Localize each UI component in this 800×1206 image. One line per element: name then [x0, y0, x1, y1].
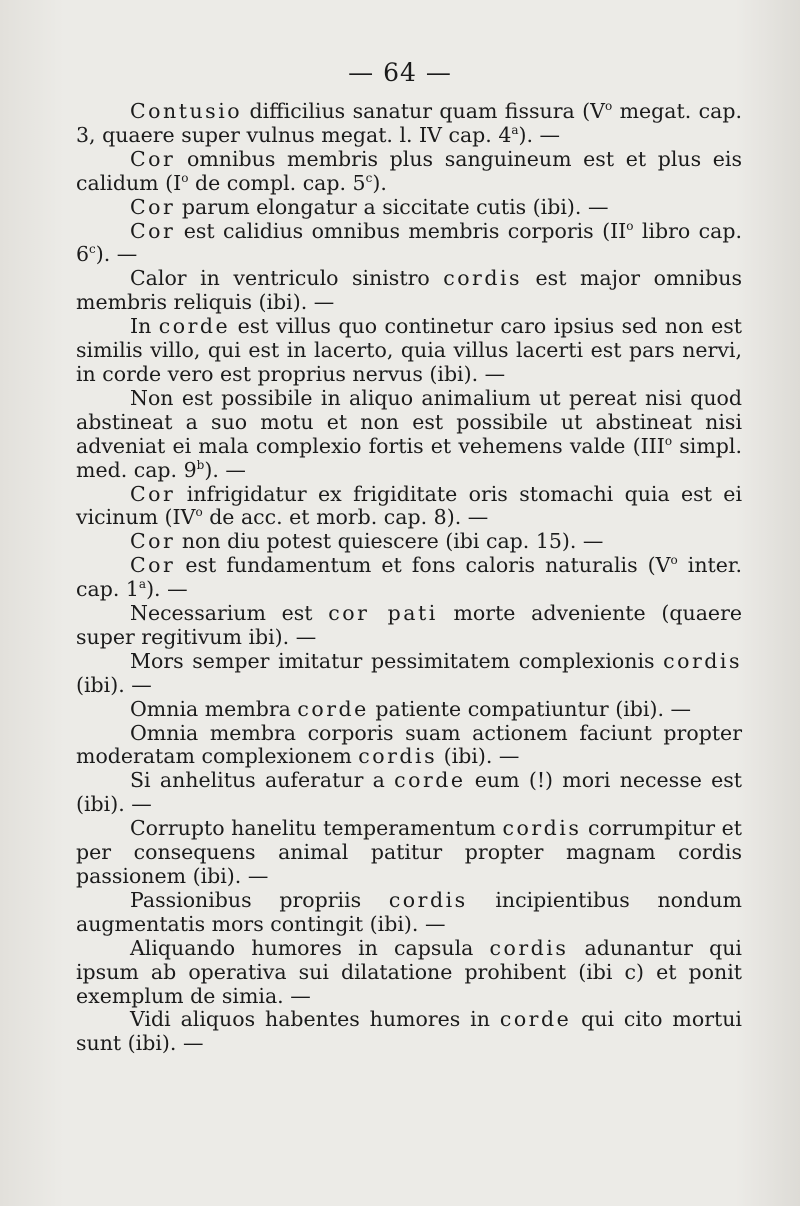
paragraph: In corde est villus quo continetur caro ipsius sed non est similis villo, qui est in lacerto, quia villus lacerti est pars nervi, in corde vero est proprius nervus (ibi). — [76, 314, 742, 386]
paragraph: Non est possibile in aliquo animalium ut pereat nisi quod abstineat a suo motu et non est possibile ut abstineat nisi adveniat ei mala complexio fortis et vehemens valde (III$^o$ simpl. med. cap. 9$^b$). — [76, 385, 742, 482]
paragraph: Cor parum elongatur a siccitate cutis (ibi). — [130, 194, 609, 219]
paragraph: Contusio difficilius sanatur quam fissura ($V^o$ megat. cap. 3, quaere super vulnus megat. l. IV cap. 4$^a$). — [76, 99, 742, 147]
paragraph: Vidi aliquos habentes humores in corde qui cito mortui sunt (ibi). — [76, 1007, 742, 1056]
paragraph: Omnia membra corde patiente compatiuntur (ibi). — [130, 696, 692, 721]
paragraph: Corrupto hanelitu temperamentum cordis corrumpitur et per consequens animal patitur propter magnam cordis passionem (ibi). — [76, 816, 743, 888]
text-body [76, 100, 742, 1056]
paragraph: Necessarium est cor pati morte adveniente (quaere super regitivum ibi). — [76, 601, 742, 649]
paragraph: Cor est fundamentum et fons caloris naturalis ($V^o$ inter. cap. 1$^a$). — [76, 553, 742, 602]
paragraph: Cor omnibus membris plus sanguineum est et plus eis calidum ($I^o$ de compl. cap. 5$^c$). [76, 146, 742, 195]
paragraph: Cor non diu potest quiescere (ibi cap. 15). — [130, 529, 604, 554]
paragraph: Mors semper imitatur pessimitatem complexionis cordis (ibi). — [76, 648, 742, 697]
paragraph: Passionibus propriis cordis incipientibus nondum augmentatis mors contingit (ibi). — [76, 887, 742, 936]
paragraph: Aliquando humores in capsula cordis adunantur qui ipsum ab operativa sui dilatatione prohibent (ibi c) et ponit exemplum de simia. — [76, 935, 742, 1008]
page-number: — 64 — [348, 58, 452, 87]
paragraph: Si anhelitus auferatur a corde eum (!) mori necesse est (ibi). — [76, 768, 742, 817]
paragraph: Cor est calidius omnibus membris corporis ($II^o$ libro cap. 6$^c$). — [76, 218, 742, 267]
paragraph: Cor infrigidatur ex frigiditate oris stomachi quia est ei vicinum ($IV^o$ de acc. et morb. cap. 8). — [76, 481, 742, 530]
paragraph: Calor in ventriculo sinistro cordis est major omnibus membris reliquis (ibi). — [76, 266, 742, 315]
paragraph: Omnia membra corporis suam actionem faciunt propter moderatam complexionem cordis (ibi). — [76, 720, 742, 769]
